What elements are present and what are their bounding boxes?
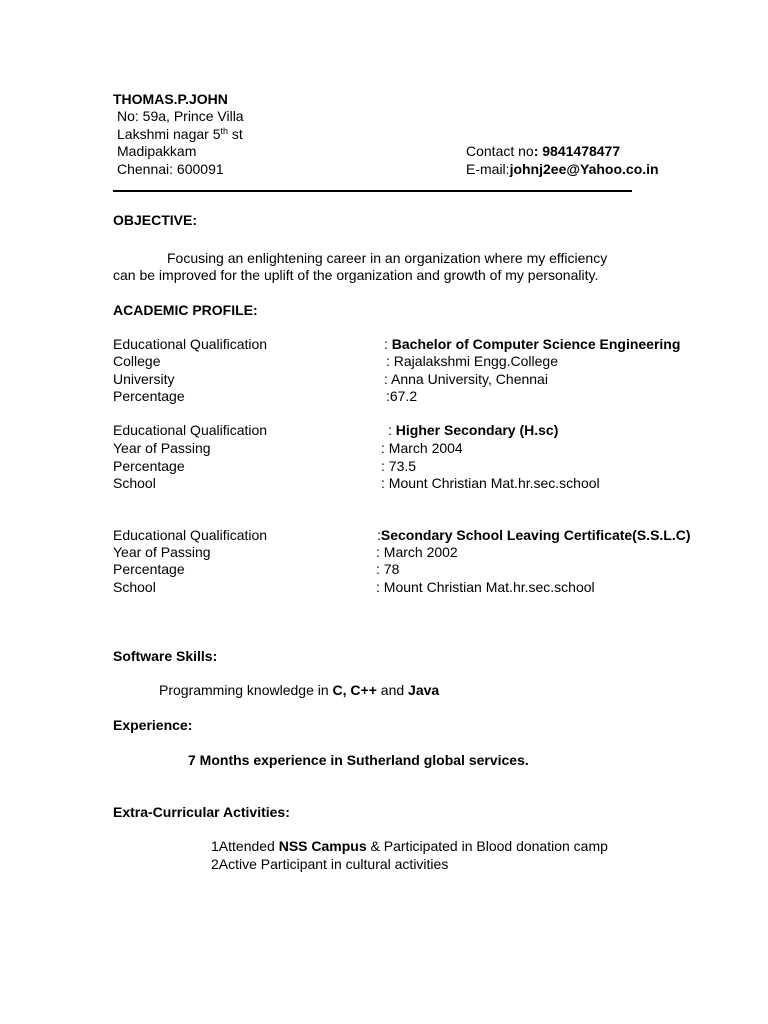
header-divider <box>113 190 632 192</box>
degree-value: Secondary School Leaving Certificate(S.S.L.C) <box>380 527 691 543</box>
percentage-value <box>376 561 399 578</box>
separator: : <box>377 527 381 543</box>
experience-text: 7 Months experience in Sutherland global services. <box>188 752 529 768</box>
contact-email <box>466 161 659 178</box>
experience-heading: Experience: <box>113 717 193 733</box>
extra-heading: Extra-Curricular Activities: <box>113 804 290 820</box>
skills-and: and <box>376 682 409 698</box>
separator: : <box>386 388 390 404</box>
college-name: Rajalakshmi Engg.College <box>393 353 558 369</box>
year-value <box>381 440 463 457</box>
objective-line-2: can be improved for the uplift of the organization and growth of my personality. <box>113 267 599 283</box>
separator: : <box>381 458 389 474</box>
address-street: Lakshmi nagar 5 <box>117 126 221 142</box>
item1-suffix: & Participated in Blood donation camp <box>366 838 608 854</box>
year-label: Year of Passing <box>113 544 211 560</box>
year-label: Year of Passing <box>113 440 211 456</box>
percentage-value <box>386 388 417 405</box>
address-line-3: Madipakkam <box>117 143 197 159</box>
separator: : <box>381 475 389 491</box>
separator: : <box>388 422 396 438</box>
school-label: School <box>113 579 156 595</box>
edu-value <box>377 527 691 544</box>
school-value <box>376 579 595 596</box>
software-heading: Software Skills: <box>113 648 218 664</box>
objective-heading: OBJECTIVE: <box>113 212 198 228</box>
percentage-number: 73.5 <box>388 458 417 474</box>
separator: : <box>386 353 394 369</box>
ordinal-suffix: th <box>220 126 229 136</box>
address-line-2 <box>117 126 243 143</box>
address-street-end: st <box>228 126 243 142</box>
contact-phone <box>466 143 620 160</box>
candidate-name: THOMAS.P.JOHN <box>113 91 228 107</box>
email-label: E-mail: <box>466 161 510 177</box>
objective-line-1: Focusing an enlightening career in an organization where my efficiency <box>167 250 608 266</box>
address-line-1: No: 59a, Prince Villa <box>117 108 244 124</box>
separator: : <box>384 336 392 352</box>
percentage-value <box>381 458 416 475</box>
edu-label: Educational Qualification <box>113 527 268 543</box>
percentage-label: Percentage <box>113 388 185 404</box>
university-label: University <box>113 371 175 387</box>
school-value <box>381 475 600 492</box>
email-value: johnj2ee@Yahoo.co.in <box>509 161 659 177</box>
item1-bold: NSS Campus <box>278 838 367 854</box>
edu-label: Educational Qualification <box>113 422 268 438</box>
edu-value <box>388 422 558 439</box>
school-label: School <box>113 475 156 491</box>
edu-value <box>384 336 680 353</box>
separator: : <box>384 371 392 387</box>
address-line-4: Chennai: 600091 <box>117 161 224 177</box>
year-text: March 2002 <box>383 544 458 560</box>
skills-languages-2: Java <box>408 682 440 698</box>
degree-value: Bachelor of Computer Science Engineering <box>391 336 681 352</box>
school-name: Mount Christian Mat.hr.sec.school <box>388 475 600 491</box>
separator: : <box>376 579 384 595</box>
university-name: Anna University, Chennai <box>391 371 548 387</box>
percentage-label: Percentage <box>113 561 185 577</box>
extra-item-1 <box>211 838 608 855</box>
percentage-label: Percentage <box>113 458 185 474</box>
year-text: March 2004 <box>388 440 463 456</box>
degree-value: Higher Secondary (H.sc) <box>395 422 559 438</box>
extra-item-2: 2Active Participant in cultural activities <box>211 856 449 872</box>
separator: : <box>376 561 384 577</box>
phone-label: Contact no <box>466 143 534 159</box>
phone-value: : 9841478477 <box>533 143 621 159</box>
percentage-number: 78 <box>383 561 400 577</box>
academic-heading: ACADEMIC PROFILE: <box>113 302 258 318</box>
software-skills-text <box>159 682 439 699</box>
college-value <box>386 353 558 370</box>
edu-label: Educational Qualification <box>113 336 268 352</box>
percentage-number: 67.2 <box>389 388 418 404</box>
skills-prefix: Programming knowledge in <box>159 682 333 698</box>
item1-prefix: 1Attended <box>211 838 279 854</box>
college-label: College <box>113 353 161 369</box>
school-name: Mount Christian Mat.hr.sec.school <box>383 579 595 595</box>
skills-languages-1: C, C++ <box>332 682 377 698</box>
university-value <box>384 371 548 388</box>
separator: : <box>376 544 384 560</box>
separator: : <box>381 440 389 456</box>
year-value <box>376 544 458 561</box>
